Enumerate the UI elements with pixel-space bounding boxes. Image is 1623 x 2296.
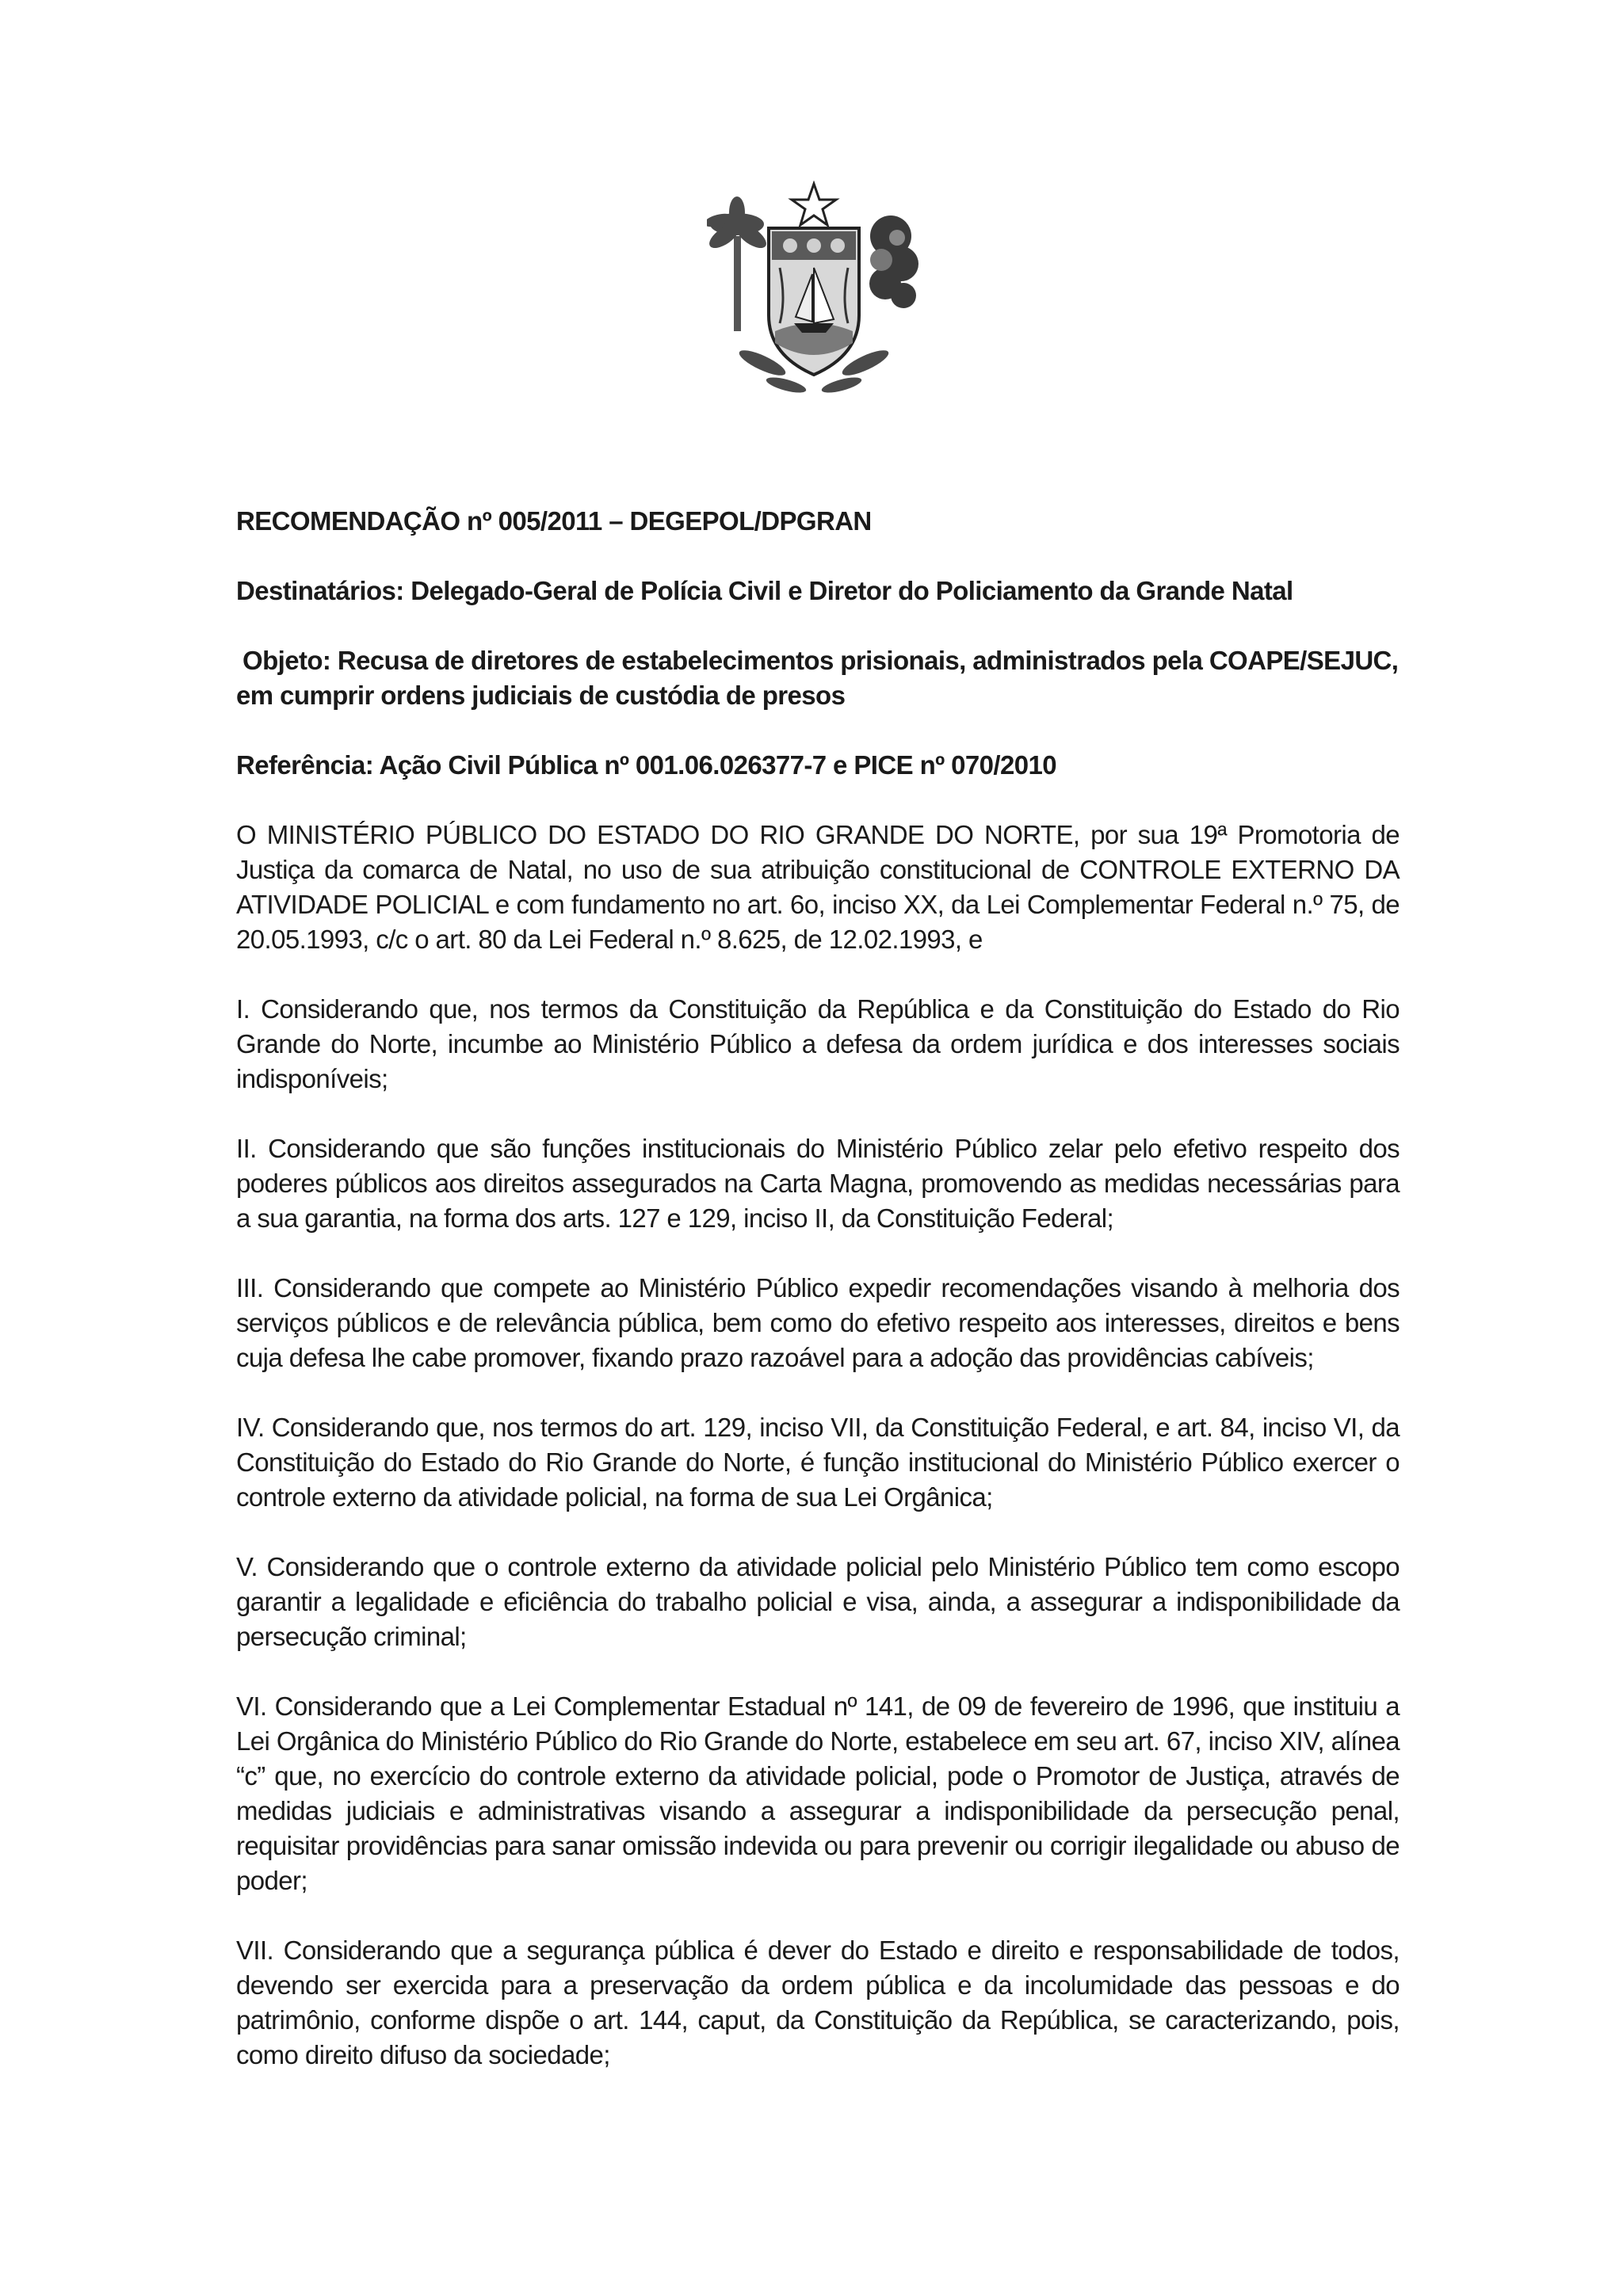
consideration-paragraph: VII. Considerando que a segurança pública é dever do Estado e direito e responsabilidade de todos, devendo ser exercida para a preservação da ordem pública e da incolumidade das pessoas e do patrimônio, conforme dispõe o art. 144, caput, da Constituição da República, se caracterizando, pois, como direito difuso da sociedade; xyxy=(236,1936,1400,2069)
coat-of-arms-emblem xyxy=(707,181,921,402)
consideration-paragraph: II. Considerando que são funções institucionais do Ministério Público zelar pelo efetivo respeito dos poderes públicos aos direitos assegurados na Carta Magna, promovendo as medidas necessárias para a sua garantia, na forma dos arts. 127 e 129, inciso II, da Constituição Federal; xyxy=(236,1134,1400,1233)
consideration-paragraph: III. Considerando que compete ao Ministério Público expedir recomendações visando à melhoria dos serviços públicos e de relevância pública, bem como do efetivo respeito aos interesses, direitos e bens cuja defesa lhe cabe promover, fixando prazo razoável para a adoção das providências cabíveis; xyxy=(236,1273,1400,1372)
consideration-paragraph: VI. Considerando que a Lei Complementar Estadual nº 141, de 09 de fevereiro de 1996, que instituiu a Lei Orgânica do Ministério Público do Rio Grande do Norte, estabelece em seu art. 67, inciso XIV, alínea “c” que, no exercício do controle externo da atividade policial, pode o Promotor de Justiça, através de medidas judiciais e administrativas visando a assegurar a indisponibilidade da persecução penal, requisitar providências para sanar omissão indevida ou para prevenir ou corrigir ilegalidade ou abuso de poder; xyxy=(236,1691,1400,1895)
intro-paragraph: O MINISTÉRIO PÚBLICO DO ESTADO DO RIO GRANDE DO NORTE, por sua 19ª Promotoria de Justiça da comarca de Natal, no uso de sua atribuição constitucional de CONTROLE EXTERNO DA ATIVIDADE POLICIAL e com fundamento no art. 6o, inciso XX, da Lei Complementar Federal n.º 75, de 20.05.1993, c/c o art. 80 da Lei Federal n.º 8.625, de 12.02.1993, e xyxy=(236,820,1400,954)
consideration-paragraph: IV. Considerando que, nos termos do art. 129, inciso VII, da Constituição Federal, e art. 84, inciso VI, da Constituição do Estado do Rio Grande do Norte, é função institucional do Ministério Público exercer o controle externo da atividade policial, na forma de sua Lei Orgânica; xyxy=(236,1413,1400,1512)
consideration-paragraph: V. Considerando que o controle externo da atividade policial pelo Ministério Público tem como escopo garantir a legalidade e eficiência do trabalho policial e visa, ainda, a assegurar a indisponibilidade da persecução criminal; xyxy=(236,1552,1400,1651)
recipients-line: Destinatários: Delegado-Geral de Polícia Civil e Diretor do Policiamento da Grande Natal xyxy=(236,576,1293,605)
recommendation-title: RECOMENDAÇÃO nº 005/2011 – DEGEPOL/DPGRAN xyxy=(236,506,872,536)
reference-line: Referência: Ação Civil Pública nº 001.06.026377-7 e PICE nº 070/2010 xyxy=(236,750,1056,780)
object-line: Objeto: Recusa de diretores de estabelecimentos prisionais, administrados pela COAPE/SEJUC, em cumprir ordens judiciais de custódia de presos xyxy=(236,646,1399,710)
document-content xyxy=(236,504,1400,2073)
consideration-paragraph: I. Considerando que, nos termos da Constituição da República e da Constituição do Estado do Rio Grande do Norte, incumbe ao Ministério Público a defesa da ordem jurídica e dos interesses sociais indisponíveis; xyxy=(236,994,1400,1093)
